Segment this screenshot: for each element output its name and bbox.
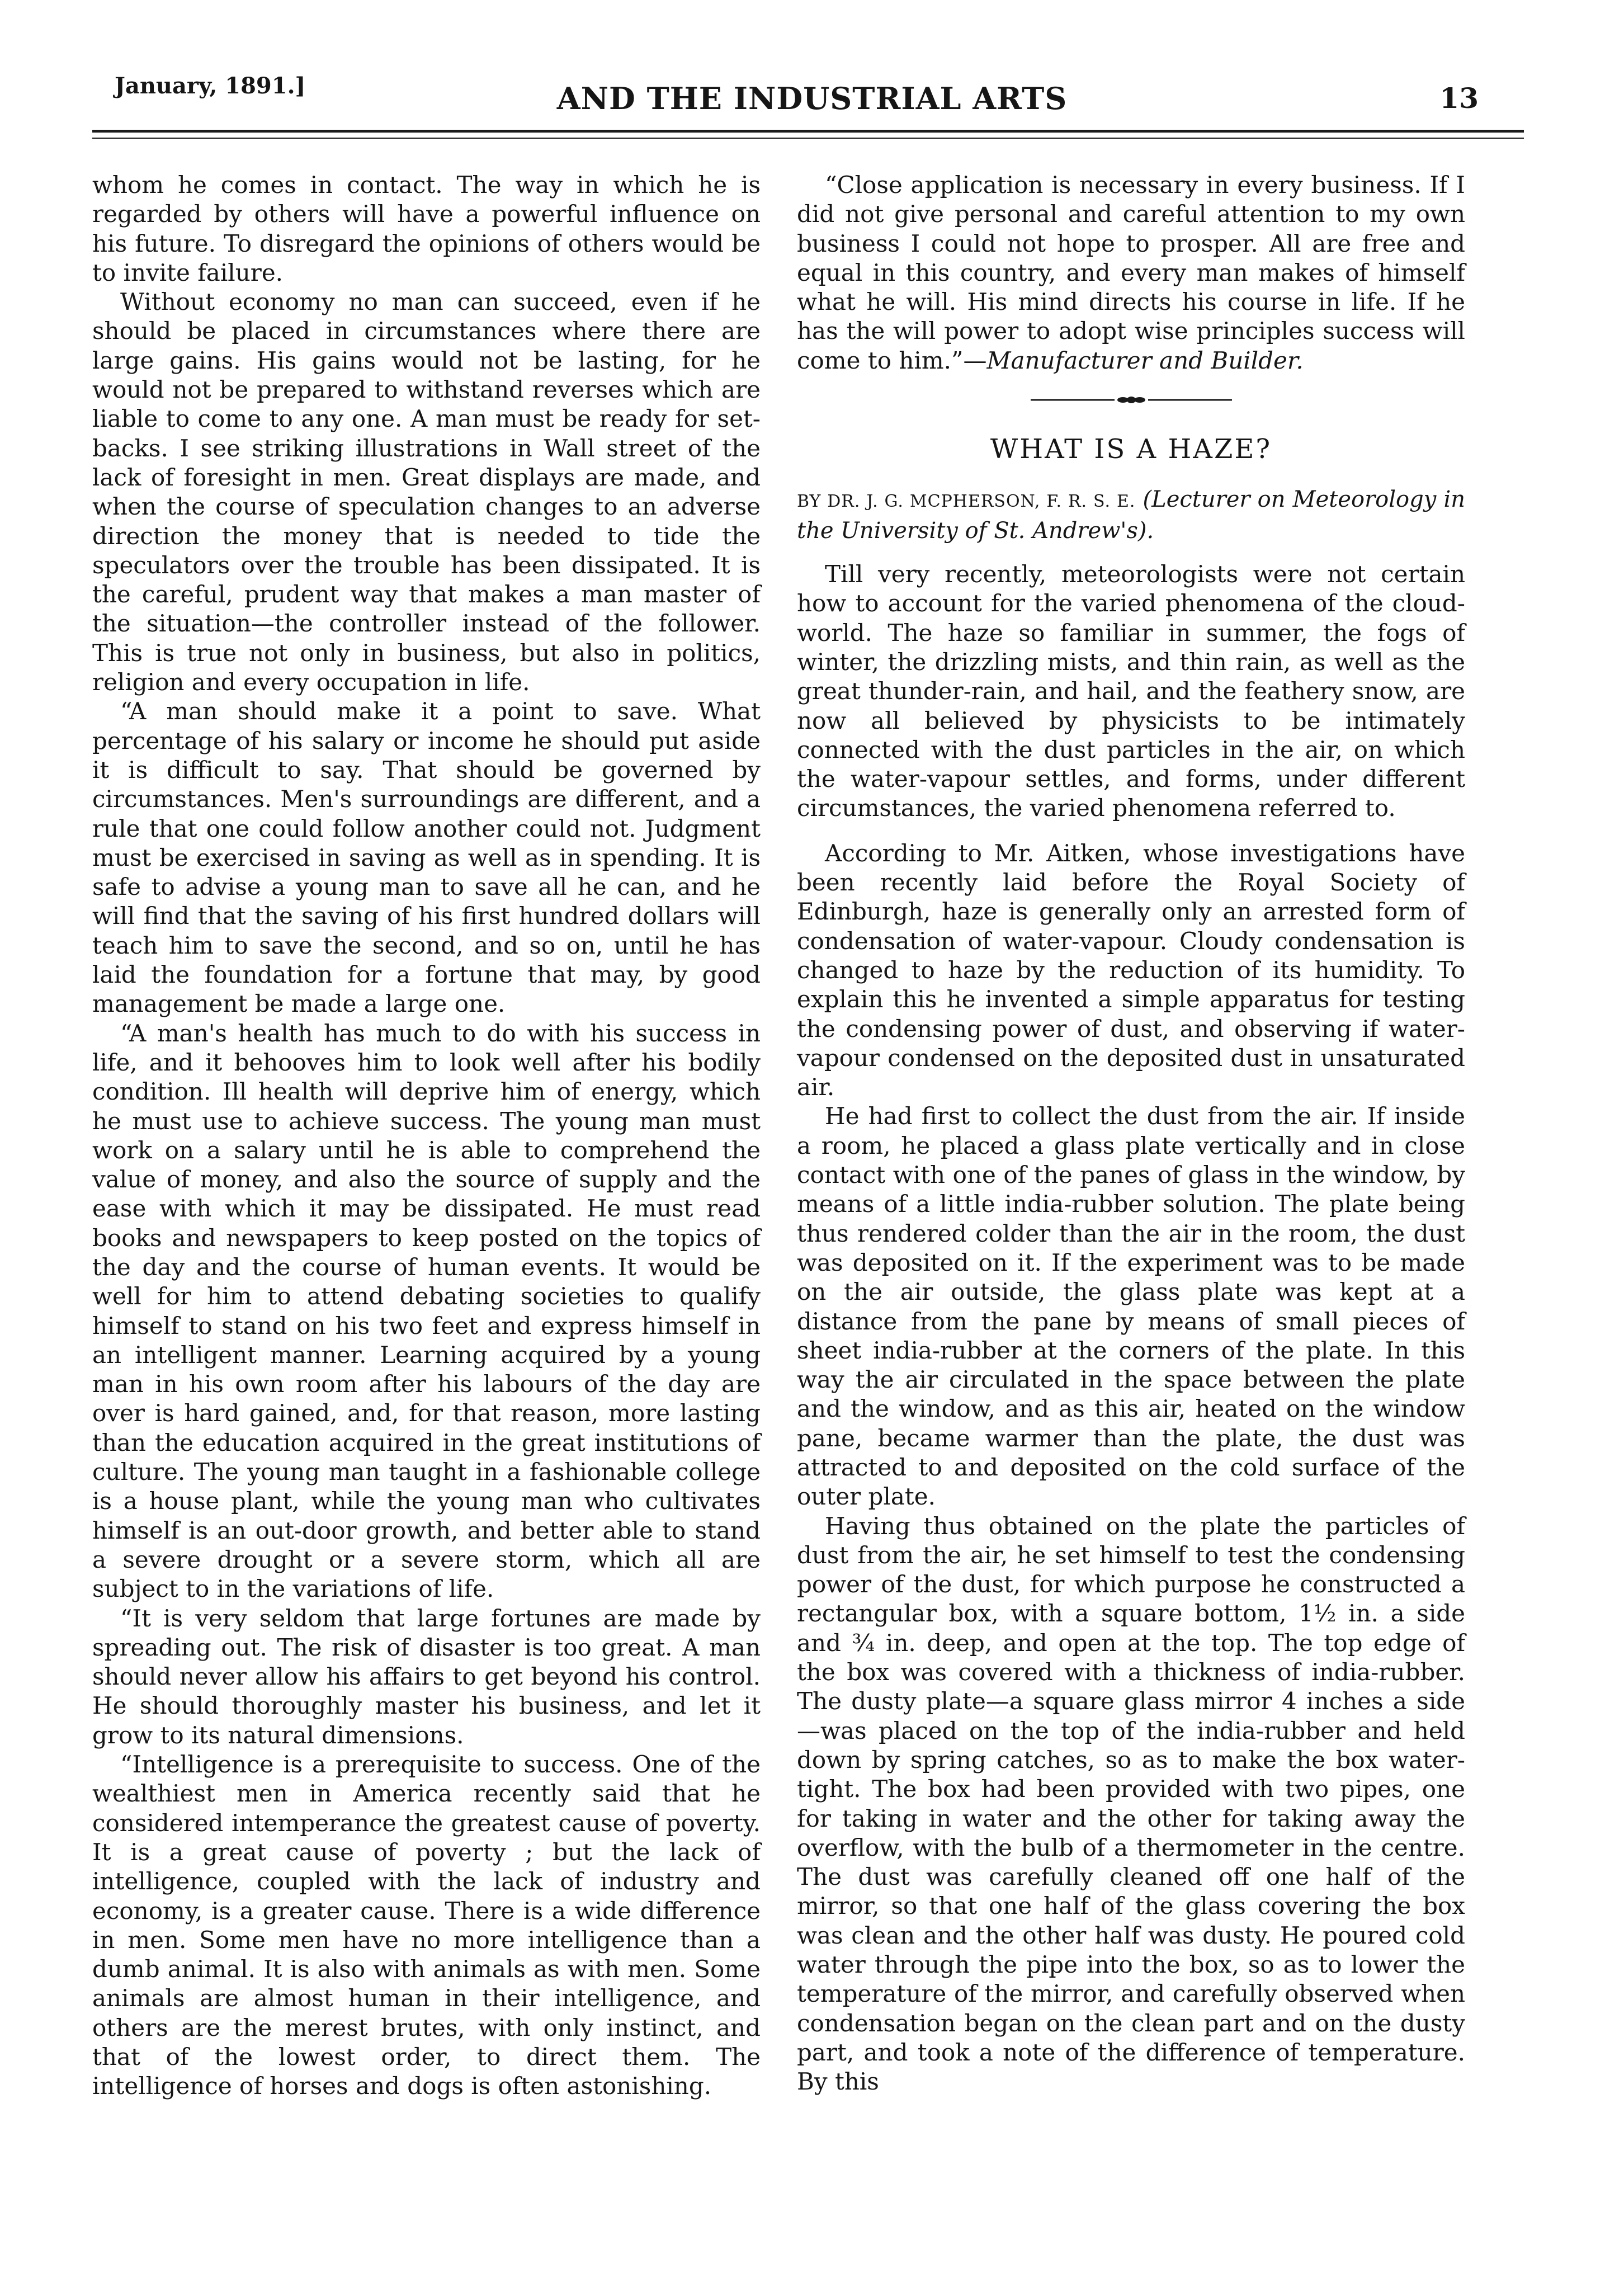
paragraph: He had first to collect the dust from the air. If inside a room, he placed a glass plate vertically and in close contact with one of the panes of glass in the window, by means of a little india-rubber solution. The plate being thus rendered colder than the air in the room, the dust was deposited on it. If the experiment was to be made on the air outside, the glass plate was kept at a distance from the pane by means of small pieces of sheet india-rubber at the corners of the plate. In this way the air circulated in the space between the plate and the window, and as this air, heated on the window pane, became warmer than the plate, the dust was attracted to and deposited on the cold surface of the outer plate. bbox=[797, 1102, 1465, 1511]
paragraph: Till very recently, meteorologists were not certain how to account for the varied phenomena of the cloud-world. The haze so familiar in summer, the fogs of winter, the drizzling mists, and thin rain, as well as the great thunder-rain, and hail, and the feathery snow, are now all believed by physicists to be intimately connected with the dust particles in the air, on which the water-vapour settles, and forms, under different circumstances, the varied phenomena referred to. bbox=[797, 560, 1465, 822]
section-divider-ornament bbox=[1031, 395, 1232, 404]
page-number: 13 bbox=[1439, 82, 1479, 115]
paragraph: Without economy no man can succeed, even if he should be placed in circumstances where there are large gains. His gains would not be lasting, for he would not be prepared to withstand reverses which are liable to come to any one. A man must be ready for set-backs. I see striking illustrations in Wall street of the lack of foresight in men. Great displays are made, and when the course of speculation changes to an adverse direction the money that is needed to tide the speculators over the trouble has been dissipated. It is the careful, prudent way that makes a man master of the situation—the controller instead of the follower. This is true not only in business, but also in politics, religion and every occupation in life. bbox=[92, 288, 761, 696]
paragraph: Having thus obtained on the plate the particles of dust from the air, he set himself to test the condensing power of the dust, for which purpose he constructed a rectangular box, with a square bottom, 1½ in. a side and ¾ in. deep, and open at the top. The top edge of the box was covered with a thickness of india-rubber. The dusty plate—a square glass mirror 4 inches a side—was placed on the top of the india-rubber and held down by spring catches, so as to make the box water-tight. The box had been provided with two pipes, one for taking in water and the other for taking away the overflow, with the bulb of a thermometer in the centre. The dust was carefully cleaned off one half of the mirror, so that one half of the glass covering the box was clean and the other half was dusty. He poured cold water through the pipe into the box, so as to lower the temperature of the mirror, and carefully observed when condensation began on the clean part and on the dusty part, and took a note of the difference of temperature. By this bbox=[797, 1512, 1465, 2096]
byline bbox=[797, 485, 1465, 545]
paragraph: whom he comes in contact. The way in which he is regarded by others will have a powerful influence on his future. To disregard the opinions of others would be to invite failure. bbox=[92, 171, 761, 286]
source-credit: Manufacturer and Builder. bbox=[986, 346, 1304, 374]
quoted-paragraph bbox=[797, 171, 1465, 375]
paragraph: “Intelligence is a prerequisite to success. One of the wealthiest men in America recently said that he considered intemperance the greatest cause of poverty. It is a great cause of poverty ; but the lack of intelligence, coupled with the lack of industry and economy, is a greater cause. There is a wide difference in men. Some men have no more intelligence than a dumb animal. It is also with animals as with men. Some animals are almost human in their intelligence, and others are the merest brutes, with only instinct, and that of the lowest order, to direct them. The intelligence of horses and dogs is often astonishing. bbox=[92, 1751, 761, 2100]
paragraph: “A man's health has much to do with his success in life, and it behooves him to look well after his bodily condition. Ill health will deprive him of energy, which he must use to achieve success. The young man must work on a salary until he is able to comprehend the value of money, and also the source of supply and the ease with which it may be dissipated. He must read books and newspapers to keep posted on the topics of the day and the course of human events. It would be well for him to attend debating societies to qualify himself to stand on his two feet and express himself in an intelligent manner. Learning acquired by a young man in his own room after his labours of the day are over is hard gained, and, for that reason, more lasting than the education acquired in the great institutions of culture. The young man taught in a fashionable college is a house plant, while the young man who cultivates himself is an out-door growth, and better able to stand a severe drought or a severe storm, which all are subject to in the variations of life. bbox=[92, 1019, 761, 1603]
header-rule-thick bbox=[92, 130, 1524, 133]
paragraph: “A man should make it a point to save. What percentage of his salary or income he should put aside it is difficult to say. That should be governed by circumstances. Men's surroundings are different, and a rule that one could follow another could not. Judgment must be exercised in saving as well as in spending. It is safe to advise a young man to save all he can, and he will find that the saving of his first hundred dollars will teach him to save the second, and so on, until he has laid the foundation for a fortune that may, by good management be made a large one. bbox=[92, 697, 761, 1018]
author-affiliation: (Lecturer on Meteorology in the University of St. Andrew's). bbox=[797, 487, 1466, 544]
right-column bbox=[797, 171, 1465, 2097]
article-title: WHAT IS A HAZE? bbox=[990, 433, 1272, 465]
quoted-text: “Close application is necessary in every business. If I did not give personal and careful attention to my own business I could not hope to prosper. All are free and equal in this country, and every man makes of himself what he will. His mind directs his course in life. If he has the will power to adopt wise principles success will come to him.”— bbox=[797, 171, 1465, 374]
issue-date: January, 1891.] bbox=[115, 73, 306, 99]
paragraph: According to Mr. Aitken, whose investigations have been recently laid before the Royal Society of Edinburgh, haze is generally only an arrested form of condensation of water-vapour. Cloudy condensation is changed to haze by the reduction of its humidity. To explain this he invented a simple apparatus for testing the condensing power of dust, and observing if water-vapour condensed on the deposited dust in unsaturated air. bbox=[797, 839, 1465, 1101]
left-column bbox=[92, 171, 761, 2101]
journal-title: AND THE INDUSTRIAL ARTS bbox=[556, 81, 1068, 116]
paragraph: “It is very seldom that large fortunes are made by spreading out. The risk of disaster is too great. A man should never allow his affairs to get beyond his control. He should thoroughly master his business, and let it grow to its natural dimensions. bbox=[92, 1604, 761, 1749]
author: BY DR. J. G. MCPHERSON, F. R. S. E. bbox=[797, 492, 1136, 512]
header-rule-thin bbox=[92, 138, 1524, 139]
running-header bbox=[0, 67, 1624, 123]
